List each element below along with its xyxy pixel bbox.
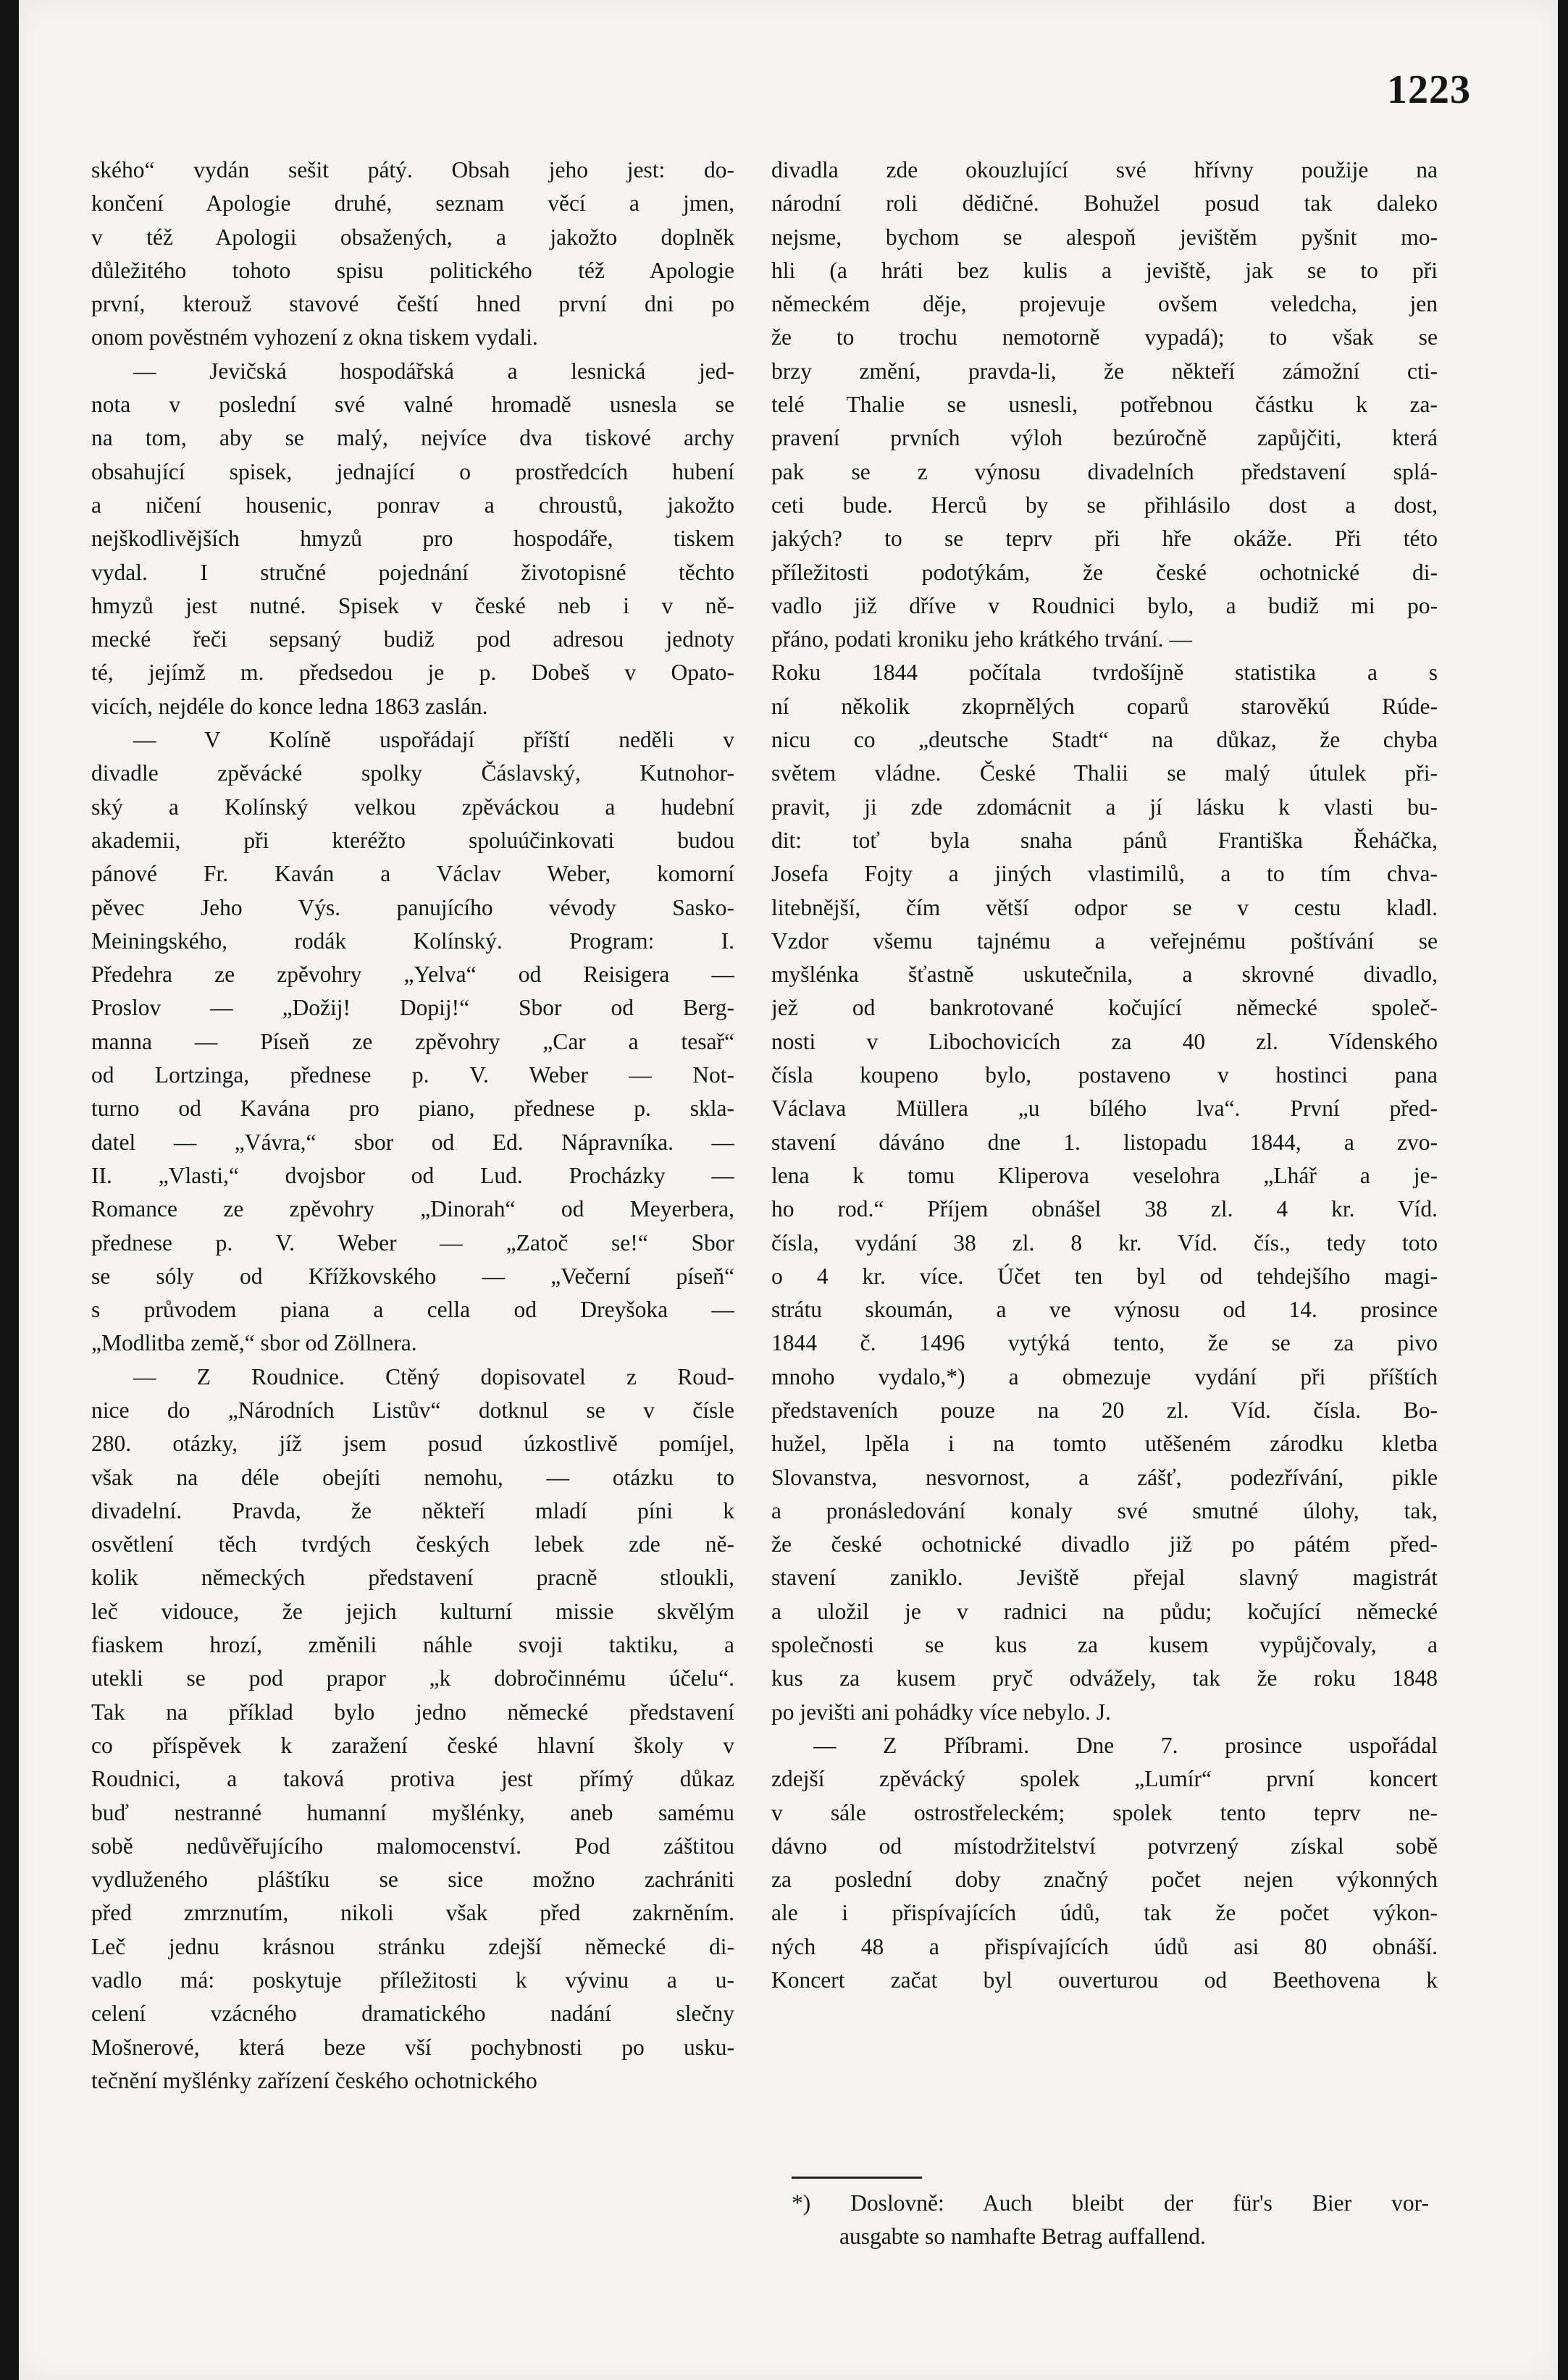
text-line: fiaskem hrozí, změnili náhle svoji taktiku, a: [91, 1632, 734, 1658]
text-line: pak se z výnosu divadelních představení splá-: [771, 458, 1438, 484]
text-line: sobě nedůvěřujícího malomocenství. Pod záštitou: [91, 1833, 734, 1859]
text-line: litebnější, čím větší odpor se v cestu kladl.: [771, 894, 1438, 920]
text-line: ausgabte so namhafte Betrag auffallend.: [839, 2224, 1206, 2250]
text-line: té, jejímž m. předsedou je p. Dobeš v Opato-: [91, 660, 734, 686]
text-line: že české ochotnické divadlo již po pátém před-: [771, 1531, 1438, 1557]
text-line: buď nestranné humanní myšlénky, aneb samému: [91, 1799, 734, 1825]
text-line: pravení prvních výloh bezúročně zapůjčiti, která: [771, 425, 1438, 451]
text-line: dit: toť byla snaha pánů Františka Řeháčka,: [771, 827, 1438, 853]
text-line: pěvec Jeho Výs. panujícího vévody Sasko-: [91, 894, 734, 920]
text-line: nice do „Národních Listův“ dotknul se v čísle: [91, 1397, 734, 1423]
text-line: v též Apologii obsažených, a jakožto doplněk: [91, 224, 734, 250]
text-line: nosti v Libochovicích za 40 zl. Vídenského: [771, 1028, 1438, 1054]
text-line: Slovanstva, nesvornost, a zášť, podezřívání, pikle: [771, 1464, 1438, 1490]
text-line: divadelní. Pravda, že někteří mladí píni k: [91, 1497, 734, 1523]
text-line: dávno od místodržitelství potvrzený získal sobě: [771, 1833, 1438, 1859]
text-line: vicích, nejdéle do konce ledna 1863 zaslán.: [91, 693, 488, 719]
text-line: Proslov — „Dožij! Dopij!“ Sbor od Berg-: [91, 995, 734, 1021]
text-line: světem vládne. České Thalii se malý útulek při-: [771, 760, 1438, 786]
text-line: celení vzácného dramatického nadání slečny: [91, 2001, 734, 2027]
text-line: představeních pouze na 20 zl. Víd. čísla. Bo-: [771, 1397, 1438, 1423]
text-line: ale i přispívajících údů, tak že počet výkon-: [771, 1900, 1438, 1926]
text-line: po jevišti ani pohádky více nebylo. J.: [771, 1699, 1111, 1725]
text-line: příležitosti podotýkám, že české ochotnické di-: [771, 559, 1438, 585]
text-line: datel — „Vávra,“ sbor od Ed. Nápravníka. —: [91, 1129, 734, 1155]
text-line: co příspěvek k zaražení české hlavní školy v: [91, 1732, 734, 1758]
right-text-column: [771, 154, 1438, 1997]
text-line: a uložil je v radnici na půdu; kočující německé: [771, 1598, 1438, 1624]
text-line: Romance ze zpěvohry „Dinorah“ od Meyerbera,: [91, 1196, 734, 1222]
text-line: Předehra ze zpěvohry „Yelva“ od Reisigera —: [91, 962, 734, 988]
text-line: hmyzů jest nutné. Spisek v české neb i v ně-: [91, 592, 734, 618]
text-line: Koncert začat byl ouverturou od Beethovena k: [771, 1967, 1438, 1993]
text-line: nicu co „deutsche Stadt“ na důkaz, že chyba: [771, 727, 1438, 753]
text-line: Josefa Fojty a jiných vlastimilů, a to tím chva-: [771, 861, 1438, 887]
text-line: kus za kusem pryč odvážely, tak že roku 1848: [771, 1665, 1438, 1691]
text-line: lena k tomu Kliperova veselohra „Lhář a je-: [771, 1162, 1438, 1188]
text-line: pánové Fr. Kaván a Václav Weber, komorní: [91, 861, 734, 887]
text-line: strátu skoumán, a ve výnosu od 14. prosince: [771, 1297, 1438, 1323]
text-line: vydal. I stručné pojednání životopisné těchto: [91, 559, 734, 585]
text-line: „Modlitba země,“ sbor od Zöllnera.: [91, 1330, 417, 1356]
text-line: akademii, při kteréžto spoluúčinkovati budou: [91, 827, 734, 853]
text-line: manna — Píseň ze zpěvohry „Car a tesař“: [91, 1028, 734, 1054]
text-line: divadle zpěvácké spolky Čáslavský, Kutnohor-: [91, 760, 734, 786]
text-line: — Z Příbrami. Dne 7. prosince uspořádal: [813, 1732, 1438, 1758]
text-line: ceti bude. Herců by se přihlásilo dost a dost,: [771, 492, 1438, 518]
text-line: společnosti se kus za kusem vypůjčovaly, a: [771, 1632, 1438, 1658]
newspaper-page: [19, 0, 1558, 2380]
text-line: Roudnici, a taková protiva jest přímý důkaz: [91, 1766, 734, 1792]
text-line: se sóly od Křížkovského — „Večerní píseň“: [91, 1263, 734, 1289]
text-line: první, kterouž stavové čeští hned první dni po: [91, 291, 734, 317]
text-line: a ničení housenic, ponrav a chroustů, jakožto: [91, 492, 734, 518]
text-line: stavení zaniklo. Jeviště přejal slavný magistrát: [771, 1565, 1438, 1591]
text-line: utekli se pod prapor „k dobročinnému účelu“.: [91, 1665, 734, 1691]
text-line: ský a Kolínský velkou zpěváckou a hudební: [91, 794, 734, 820]
text-line: Václava Müllera „u bílého lva“. První před-: [771, 1096, 1438, 1122]
text-line: pravit, ji zde zdomácnit a jí lásku k vlasti bu-: [771, 794, 1438, 820]
text-line: leč vidouce, že jejich kulturní missie skvělým: [91, 1598, 734, 1624]
text-line: důležitého tohoto spisu politického též Apologie: [91, 257, 734, 283]
text-line: stavení dáváno dne 1. listopadu 1844, a zvo-: [771, 1129, 1438, 1155]
text-line: obsahující spisek, jednající o prostředcích hubení: [91, 458, 734, 484]
text-line: turno od Kavána pro piano, přednese p. skla-: [91, 1096, 734, 1122]
text-line: — Z Roudnice. Ctěný dopisovatel z Roud-: [133, 1363, 734, 1389]
text-line: mecké řeči sepsaný budiž pod adresou jednoty: [91, 626, 734, 652]
text-line: nejsme, bychom se alespoň jevištěm pyšnit mo-: [771, 224, 1438, 250]
text-line: zdejší zpěvácký spolek „Lumír“ první koncert: [771, 1766, 1438, 1792]
text-line: jež od bankrotované kočující německé společ-: [771, 995, 1438, 1021]
left-text-column: [91, 154, 734, 2098]
footnote: [792, 2187, 1429, 2254]
text-line: Meiningského, rodák Kolínský. Program: I.: [91, 928, 734, 954]
text-line: *) Doslovně: Auch bleibt der für's Bier vor-: [792, 2190, 1429, 2216]
text-line: německém děje, projevuje ovšem veledcha, jen: [771, 291, 1438, 317]
text-line: od Lortzinga, přednese p. V. Weber — Not-: [91, 1062, 734, 1088]
text-line: končení Apologie druhé, seznam věcí a jmen,: [91, 190, 734, 216]
text-line: vadlo již dříve v Roudnici bylo, a budiž mi po-: [771, 592, 1438, 618]
text-line: za poslední doby značný počet nejen výkonných: [771, 1867, 1438, 1893]
text-line: Vzdor všemu tajnému a veřejnému poštívání se: [771, 928, 1438, 954]
text-line: čísla, vydání 38 zl. 8 kr. Víd. čís., tedy toto: [771, 1229, 1438, 1256]
text-line: o 4 kr. více. Účet ten byl od tehdejšího magi-: [771, 1263, 1438, 1289]
text-line: mnoho vydalo,*) a obmezuje vydání při příštích: [771, 1363, 1438, 1389]
text-line: osvětlení těch tvrdých českých lebek zde ně-: [91, 1531, 734, 1557]
text-line: v sále ostrostřeleckém; spolek tento teprv ne-: [771, 1799, 1438, 1825]
text-line: tečnění myšlénky zařízení českého ochotnického: [91, 2067, 537, 2093]
text-line: — V Kolíně uspořádají příští neděli v: [133, 727, 734, 753]
text-line: 1844 č. 1496 vytýká tento, že se za pivo: [771, 1330, 1438, 1356]
footnote-separator: [792, 2177, 922, 2179]
text-line: ského“ vydán sešit pátý. Obsah jeho jest: do-: [91, 157, 734, 182]
text-line: brzy změní, pravda-li, že někteří zámožní cti-: [771, 358, 1438, 384]
text-line: Tak na příklad bylo jedno německé představení: [91, 1699, 734, 1725]
text-line: přednese p. V. Weber — „Zatoč se!“ Sbor: [91, 1229, 734, 1256]
text-line: II. „Vlasti,“ dvojsbor od Lud. Procházky —: [91, 1162, 734, 1188]
text-line: na tom, aby se malý, nejvíce dva tiskové archy: [91, 425, 734, 451]
text-line: čísla koupeno bylo, postaveno v hostinci pana: [771, 1062, 1438, 1088]
text-line: ho rod.“ Příjem obnášel 38 zl. 4 kr. Víd.: [771, 1196, 1438, 1222]
text-line: jakých? to se teprv při hře okáže. Při této: [771, 526, 1438, 552]
text-line: národní roli dědičné. Bohužel posud tak daleko: [771, 190, 1438, 216]
text-line: nota v poslední své valné hromadě usnesla se: [91, 392, 734, 418]
text-line: však na déle obejíti nemohu, — otázku to: [91, 1464, 734, 1490]
page-number: 1223: [1387, 67, 1471, 112]
text-line: že to trochu nemotorně vypadá); to však se: [771, 324, 1438, 350]
text-line: Roku 1844 počítala tvrdošíjně statistika a s: [771, 660, 1438, 686]
text-line: telé Thalie se usnesli, potřebnou částku k za-: [771, 392, 1438, 418]
text-line: a pronásledování konaly své smutné úlohy, tak,: [771, 1497, 1438, 1523]
text-line: vadlo má: poskytuje příležitosti k vývinu a u-: [91, 1967, 734, 1993]
text-line: ných 48 a přispívajících údů asi 80 obnáší.: [771, 1933, 1438, 1959]
text-line: ní několik zkoprnělých coparů starověkú Rúde-: [771, 693, 1438, 719]
text-line: nejškodlivějších hmyzů pro hospodáře, tiskem: [91, 526, 734, 552]
text-line: Leč jednu krásnou stránku zdejší německé di-: [91, 1933, 734, 1959]
text-line: 280. otázky, jíž jsem posud úzkostlivě pomíjel,: [91, 1431, 734, 1457]
text-line: divadla zde okouzlující své hřívny použije na: [771, 157, 1438, 182]
text-line: myšlénka šťastně uskutečnila, a skrovné divadlo,: [771, 962, 1438, 988]
text-line: kolik německých představení pracně stloukli,: [91, 1565, 734, 1591]
text-line: s průvodem piana a cella od Dreyšoka —: [91, 1297, 734, 1323]
text-line: přáno, podati kroniku jeho krátkého trvání. —: [771, 626, 1192, 652]
text-line: vydluženého pláštíku se sice možno zachrániti: [91, 1867, 734, 1893]
text-line: před zmrznutím, nikoli však před zakrněním.: [91, 1900, 734, 1926]
text-line: hli (a hráti bez kulis a jeviště, jak se to při: [771, 257, 1438, 283]
text-line: onom pověstném vyhození z okna tiskem vydali.: [91, 324, 538, 350]
text-line: Mošnerové, která beze vší pochybnosti po usku-: [91, 2034, 734, 2060]
text-line: hužel, lpěla i na tomto utěšeném zárodku kletba: [771, 1431, 1438, 1457]
text-line: — Jevičská hospodářská a lesnická jed-: [133, 358, 734, 384]
